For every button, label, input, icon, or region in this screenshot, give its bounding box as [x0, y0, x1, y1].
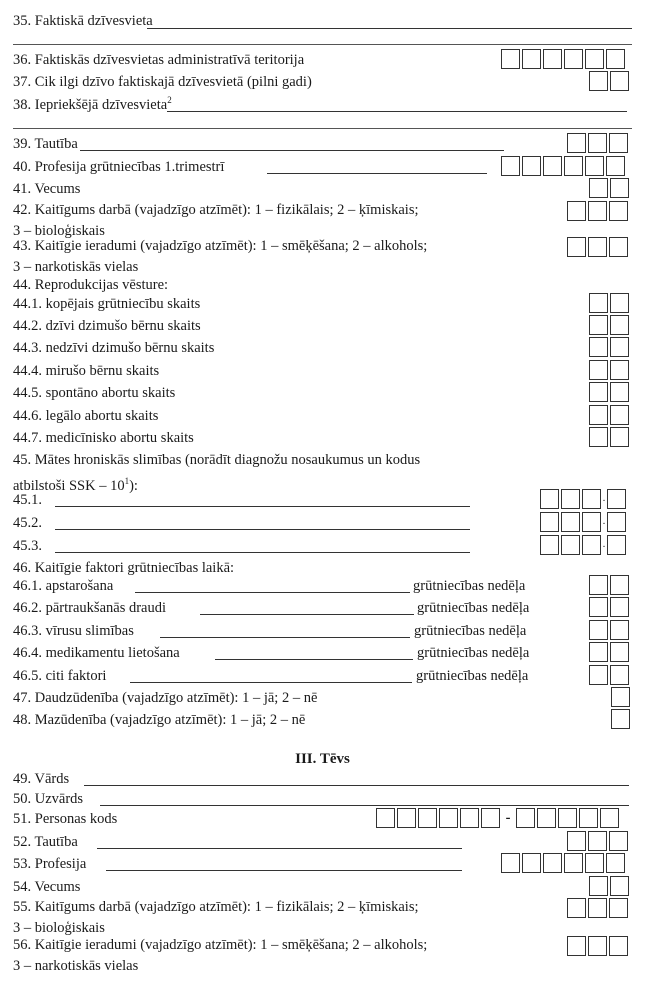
q44-item-label: 44.1. kopējais grūtniecību skaits [13, 296, 201, 312]
code-box[interactable] [606, 853, 625, 873]
code-box[interactable] [376, 808, 395, 828]
check-box[interactable] [588, 898, 607, 918]
q38-footnote: 2 [167, 95, 172, 106]
code-box[interactable] [585, 49, 604, 69]
q56-boxes[interactable] [567, 936, 628, 956]
q35-input-line[interactable] [147, 28, 632, 29]
code-box[interactable] [582, 535, 601, 555]
q44-item-label: 44.4. mirušo bērnu skaits [13, 363, 160, 379]
q43-boxes[interactable] [567, 237, 628, 257]
q50-input-line[interactable] [100, 805, 629, 806]
q46-item-label: 46.4. medikamentu lietošana [13, 645, 180, 661]
code-box[interactable] [607, 512, 626, 532]
check-box[interactable] [588, 237, 607, 257]
q54-boxes[interactable] [589, 876, 629, 896]
code-box[interactable] [589, 665, 608, 685]
q51-label: 51. Personas kods [13, 811, 118, 827]
code-box[interactable] [609, 831, 628, 851]
code-box[interactable] [589, 293, 608, 313]
q45-item-row [0, 512, 645, 534]
code-box[interactable] [610, 665, 629, 685]
factor-input-line[interactable] [135, 592, 410, 593]
code-box[interactable] [610, 382, 629, 402]
q36-row [0, 49, 645, 71]
q38-row [0, 94, 645, 116]
code-box[interactable] [561, 512, 580, 532]
code-box[interactable] [522, 156, 541, 176]
q50-row [0, 788, 645, 810]
code-box[interactable] [501, 49, 520, 69]
code-box[interactable] [540, 512, 559, 532]
q45-title-line2: atbilstoši SSK – 10 [13, 477, 125, 494]
q44-item-boxes[interactable] [589, 405, 629, 425]
q41-boxes[interactable] [589, 178, 629, 198]
q39-label: 39. Tautība [13, 136, 78, 152]
q48-label: 48. Mazūdenība (vajadzīgo atzīmēt): 1 – jā; 2 – nē [13, 712, 306, 728]
q43-label-block [13, 236, 508, 278]
week-suffix: grūtniecības nedēļa [417, 600, 530, 616]
q44-item-label: 44.6. legālo abortu skaits [13, 408, 159, 424]
q46-item-label: 46.1. apstarošana [13, 578, 114, 594]
code-box[interactable] [610, 293, 629, 313]
q37-label: 37. Cik ilgi dzīvo faktiskajā dzīvesvietā (pilni gadi) [13, 74, 312, 90]
code-box[interactable] [460, 808, 479, 828]
check-box[interactable] [609, 936, 628, 956]
q43-label-line2: 3 – narkotiskās vielas [13, 259, 139, 275]
q36-label: 36. Faktiskās dzīvesvietas administratīvā teritorija [13, 52, 305, 68]
code-box[interactable] [561, 535, 580, 555]
diagnosis-input-line[interactable] [55, 506, 470, 507]
q35-row [0, 10, 645, 32]
q40-input-line[interactable] [267, 173, 487, 174]
q45-item-row [0, 535, 645, 557]
week-suffix: grūtniecības nedēļa [414, 623, 527, 639]
code-box[interactable] [582, 512, 601, 532]
q46-item-label: 46.2. pārtraukšanās draudi [13, 600, 167, 616]
code-box[interactable] [522, 49, 541, 69]
code-box[interactable] [540, 489, 559, 509]
q43-label-line1: 43. Kaitīgie ieradumi (vajadzīgo atzīmēt): 1 – smēķēšana; 2 – alkohols; [13, 238, 428, 254]
check-box[interactable] [609, 898, 628, 918]
week-suffix: grūtniecības nedēļa [416, 668, 529, 684]
code-box[interactable] [543, 156, 562, 176]
q44-item-row [0, 293, 645, 315]
code-box[interactable] [558, 808, 577, 828]
code-box[interactable] [607, 535, 626, 555]
q55-label-line1: 55. Kaitīgums darbā (vajadzīgo atzīmēt): 1 – fizikālais; 2 – ķīmiskais; [13, 899, 419, 915]
q46-item-row [0, 597, 645, 619]
code-box[interactable] [610, 178, 629, 198]
code-separator: . [602, 493, 606, 504]
code-box[interactable] [610, 427, 629, 447]
code-box[interactable] [589, 360, 608, 380]
q41-row [0, 178, 645, 200]
code-box[interactable] [610, 360, 629, 380]
q40-boxes[interactable] [501, 156, 625, 176]
personal-code-boxes[interactable] [376, 808, 619, 828]
q52-row [0, 831, 645, 853]
code-box[interactable] [610, 315, 629, 335]
code-box[interactable] [543, 853, 562, 873]
code-box[interactable] [516, 808, 535, 828]
q55-boxes[interactable] [567, 898, 628, 918]
q45-title-line1: 45. Mātes hroniskās slimības (norādīt diagnožu nosaukumus un kodus [13, 452, 421, 468]
code-box[interactable] [481, 808, 500, 828]
icd-code-boxes[interactable] [540, 535, 626, 555]
check-box[interactable] [609, 201, 628, 221]
q52-input-line[interactable] [97, 848, 462, 849]
q44-item-row [0, 382, 645, 404]
q44-item-boxes[interactable] [589, 427, 629, 447]
code-box[interactable] [589, 382, 608, 402]
code-box[interactable] [600, 808, 619, 828]
q48-row [0, 709, 645, 731]
q46-item-row [0, 575, 645, 597]
code-box[interactable] [589, 315, 608, 335]
q54-row [0, 876, 645, 898]
code-dash: - [505, 810, 511, 826]
code-box[interactable] [610, 405, 629, 425]
q45-item-label: 45.1. [13, 492, 42, 508]
q50-label: 50. Uzvārds [13, 791, 84, 807]
q49-row [0, 768, 645, 790]
q45-item-label: 45.3. [13, 538, 42, 554]
diagnosis-input-line[interactable] [55, 529, 470, 530]
code-box[interactable] [609, 133, 628, 153]
q44-item-boxes[interactable] [589, 382, 629, 402]
week-boxes[interactable] [589, 620, 629, 640]
q46-item-label: 46.5. citi faktori [13, 668, 107, 684]
code-box[interactable] [582, 489, 601, 509]
q44-item-row [0, 405, 645, 427]
code-box[interactable] [522, 853, 541, 873]
code-box[interactable] [585, 853, 604, 873]
q55-label-block [13, 897, 508, 939]
q40-row [0, 156, 645, 178]
q54-label: 54. Vecums [13, 879, 81, 895]
code-box[interactable] [564, 49, 583, 69]
factor-input-line[interactable] [200, 614, 414, 615]
q46-item-row [0, 642, 645, 664]
check-box[interactable] [567, 237, 586, 257]
q45-item-label: 45.2. [13, 515, 42, 531]
code-separator: . [602, 516, 606, 527]
q56-label-block [13, 935, 508, 977]
q44-item-label: 44.5. spontāno abortu skaits [13, 385, 176, 401]
q55-label-line2: 3 – bioloģiskais [13, 920, 105, 936]
code-box[interactable] [501, 156, 520, 176]
q53-input-line[interactable] [106, 870, 462, 871]
section-title-father: III. Tēvs [295, 751, 350, 767]
q46-item-row [0, 665, 645, 687]
check-box[interactable] [567, 936, 586, 956]
q51-row [0, 808, 645, 830]
q38-input-line[interactable] [167, 111, 627, 112]
code-box[interactable] [561, 489, 580, 509]
code-box[interactable] [589, 597, 608, 617]
code-box[interactable] [610, 597, 629, 617]
q56-label-line1: 56. Kaitīgie ieradumi (vajadzīgo atzīmēt): 1 – smēķēšana; 2 – alkohols; [13, 937, 428, 953]
code-box[interactable] [610, 642, 629, 662]
code-box[interactable] [418, 808, 437, 828]
q38-label: 38. Iepriekšējā dzīvesvieta [13, 97, 168, 113]
q35-continuation-line[interactable] [13, 44, 632, 45]
code-box[interactable] [589, 876, 608, 896]
q44-item-label: 44.2. dzīvi dzimušo bērnu skaits [13, 318, 201, 334]
q42-label-line2: 3 – bioloģiskais [13, 223, 105, 239]
icd-code-boxes[interactable] [540, 489, 626, 509]
q44-item-row [0, 315, 645, 337]
code-box[interactable] [439, 808, 458, 828]
code-box[interactable] [589, 427, 608, 447]
code-box[interactable] [501, 853, 520, 873]
code-box[interactable] [610, 575, 629, 595]
q45-footnote: 1 [124, 476, 130, 486]
q36-code-boxes[interactable] [501, 49, 625, 69]
q49-label: 49. Vārds [13, 771, 70, 787]
q38-label-wrap [13, 96, 172, 114]
code-box[interactable] [543, 49, 562, 69]
q49-input-line[interactable] [84, 785, 629, 786]
factor-input-line[interactable] [215, 659, 413, 660]
code-box[interactable] [564, 853, 583, 873]
code-box[interactable] [606, 49, 625, 69]
q37-row [0, 71, 645, 93]
q44-item-boxes[interactable] [589, 337, 629, 357]
q53-label: 53. Profesija [13, 856, 87, 872]
code-box[interactable] [589, 337, 608, 357]
code-box[interactable] [588, 133, 607, 153]
code-box[interactable] [610, 620, 629, 640]
code-box[interactable] [610, 337, 629, 357]
q53-row [0, 853, 645, 875]
diagnosis-input-line[interactable] [55, 552, 470, 553]
code-box[interactable] [607, 489, 626, 509]
q45-item-row [0, 489, 645, 511]
q46-title: 46. Kaitīgie faktori grūtniecības laikā: [13, 560, 235, 576]
code-box[interactable] [537, 808, 556, 828]
q42-label-line1: 42. Kaitīgums darbā (vajadzīgo atzīmēt): 1 – fizikālais; 2 – ķīmiskais; [13, 202, 419, 218]
factor-input-line[interactable] [130, 682, 412, 683]
code-box[interactable] [589, 620, 608, 640]
q56-label-line2: 3 – narkotiskās vielas [13, 958, 139, 974]
check-box[interactable] [588, 936, 607, 956]
q44-item-row [0, 337, 645, 359]
code-box[interactable] [589, 71, 608, 91]
code-box[interactable] [564, 156, 583, 176]
divider [13, 128, 632, 129]
q47-row [0, 687, 645, 709]
code-box[interactable] [579, 808, 598, 828]
code-box[interactable] [589, 642, 608, 662]
code-box[interactable] [397, 808, 416, 828]
q35-label: 35. Faktiskā dzīvesvieta [13, 13, 153, 29]
check-box[interactable] [567, 898, 586, 918]
check-box[interactable] [609, 237, 628, 257]
q41-label: 41. Vecums [13, 181, 81, 197]
check-box[interactable] [567, 201, 586, 221]
q45-title-end: ): [129, 477, 138, 494]
q44-item-row [0, 360, 645, 382]
q44-title: 44. Reprodukcijas vēsture: [13, 277, 169, 293]
q44-item-boxes[interactable] [589, 360, 629, 380]
week-boxes[interactable] [589, 642, 629, 662]
q44-item-row [0, 427, 645, 449]
week-boxes[interactable] [589, 665, 629, 685]
code-box[interactable] [540, 535, 559, 555]
week-suffix: grūtniecības nedēļa [413, 578, 526, 594]
q39-input-line[interactable] [80, 150, 504, 151]
q48-box[interactable] [611, 709, 630, 729]
code-box[interactable] [610, 876, 629, 896]
code-box[interactable] [606, 156, 625, 176]
code-box[interactable] [589, 575, 608, 595]
q42-boxes[interactable] [567, 201, 628, 221]
q47-label: 47. Daudzūdenība (vajadzīgo atzīmēt): 1 – jā; 2 – nē [13, 690, 318, 706]
code-box[interactable] [567, 133, 586, 153]
code-box[interactable] [585, 156, 604, 176]
q39-row [0, 133, 645, 155]
q47-box[interactable] [611, 687, 630, 707]
icd-code-boxes[interactable] [540, 512, 626, 532]
code-box[interactable] [589, 405, 608, 425]
code-box[interactable] [610, 71, 629, 91]
q44-item-boxes[interactable] [589, 315, 629, 335]
q46-item-label: 46.3. vīrusu slimības [13, 623, 134, 639]
q39-boxes[interactable] [567, 133, 628, 153]
q37-boxes[interactable] [589, 71, 629, 91]
q52-label: 52. Tautība [13, 834, 78, 850]
code-box[interactable] [589, 178, 608, 198]
q40-label: 40. Profesija grūtniecības 1.trimestrī [13, 159, 225, 175]
check-box[interactable] [588, 201, 607, 221]
q52-boxes[interactable] [567, 831, 628, 851]
code-box[interactable] [567, 831, 586, 851]
q44-item-label: 44.3. nedzīvi dzimušo bērnu skaits [13, 340, 215, 356]
factor-input-line[interactable] [160, 637, 410, 638]
week-suffix: grūtniecības nedēļa [417, 645, 530, 661]
q44-item-boxes[interactable] [589, 293, 629, 313]
week-boxes[interactable] [589, 575, 629, 595]
week-boxes[interactable] [589, 597, 629, 617]
code-separator: . [602, 539, 606, 550]
check-box[interactable] [611, 709, 630, 729]
code-box[interactable] [588, 831, 607, 851]
q46-item-row [0, 620, 645, 642]
q53-boxes[interactable] [501, 853, 625, 873]
q44-item-label: 44.7. medicīnisko abortu skaits [13, 430, 194, 446]
check-box[interactable] [611, 687, 630, 707]
